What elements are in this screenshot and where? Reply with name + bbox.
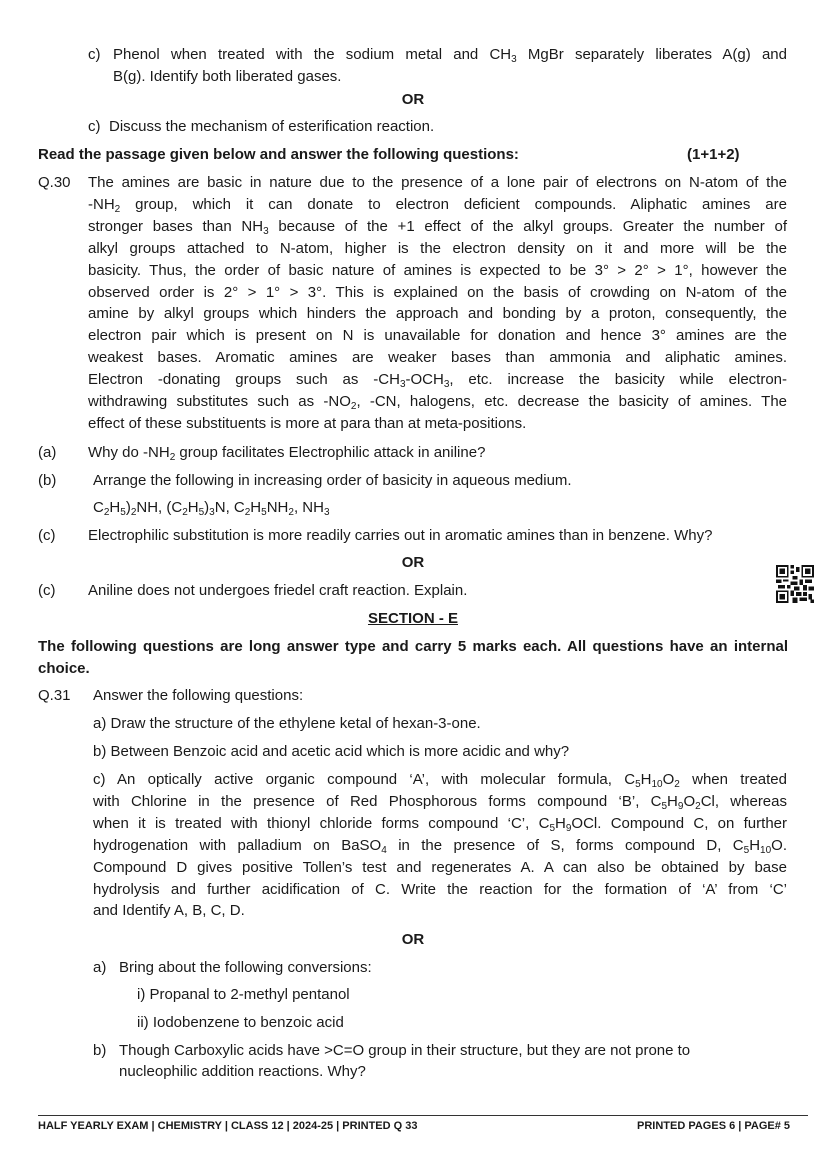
or-separator: OR xyxy=(401,931,425,948)
q30-c-label: (c) xyxy=(38,527,56,544)
passage-line: $-NH_2$ group, which it can donate to electron deficient compounds. Aliphatic amines are xyxy=(88,195,787,215)
passage-line: basicity. Thus, the order of basic nature of amines is expected to be 3° > 2° > 1°, however the xyxy=(88,261,787,279)
passage-instruction: Read the passage given below and answer the following questions: xyxy=(38,146,519,163)
passage-line: amine by alkyl groups which hinders the approach and bonding by a proton, consequently, the xyxy=(88,305,787,323)
or-separator: OR xyxy=(401,91,425,108)
q31-alt-b-line1: Though Carboxylic acids have >C=O group in their structure, but they are not prone to xyxy=(119,1042,691,1059)
footer-right: PRINTED PAGES 6 | PAGE# 5 xyxy=(637,1120,791,1132)
q30-a-label: (a) xyxy=(38,444,57,461)
q31-alt-a-text: Bring about the following conversions: xyxy=(119,959,372,976)
passage-line: and Identify A, B, C, D. xyxy=(93,902,245,920)
passage-line: alkyl groups attached to N-atom, higher is the electron density on it and more will be the xyxy=(88,239,787,257)
q31-alt-a-ii: ii) Iodobenzene to benzoic acid xyxy=(137,1014,344,1031)
passage-line: c) An optically active organic compound ‘A’, with molecular formula, $C_5H_{10}O_2$ when treated xyxy=(93,771,787,790)
passage-line: hydrogenation with palladium on BaSO$_4$ in the presence of S, forms compound D, $C_5H_{10}O$. xyxy=(93,836,787,856)
qr-code-icon xyxy=(776,565,814,603)
passage-line: Compound D gives positive Tollen’s test and regenerates A. A can also be obtained by base xyxy=(93,858,787,876)
passage-line: stronger bases than $NH_3$ because of the +1 effect of the alkyl groups. Greater the number of xyxy=(88,217,787,237)
q29-c-line2: B(g). Identify both liberated gases. xyxy=(113,68,342,85)
passage-line: The amines are basic in nature due to the presence of a lone pair of electrons on N-atom of the xyxy=(88,174,787,191)
q31-b: b) Between Benzoic acid and acetic acid which is more acidic and why? xyxy=(93,743,570,760)
question-number: Q.31 xyxy=(38,687,71,704)
q31-alt-a-label: a) xyxy=(93,959,107,976)
q31-alt-b-label: b) xyxy=(93,1042,107,1059)
q30-b-compounds: $C_2H_5)_2NH$, $(C_2H_5)_3N$, $C_2H_5NH_2$, $NH_3$ xyxy=(93,499,330,518)
q29-alt-c-text: Discuss the mechanism of esterification reaction. xyxy=(109,118,435,135)
passage-line: withdrawing substitutes such as $-NO_2$, -CN, halogens, etc. decrease the basicity of amines. The xyxy=(88,393,787,412)
passage-marks: (1+1+2) xyxy=(687,146,740,163)
section-instructions-line1: The following questions are long answer type and carry 5 marks each. All questions have an internal xyxy=(38,638,788,655)
passage-line: hydrolysis and further acidification of C. Write the reaction for the formation of ‘A’ from ‘C’ xyxy=(93,880,787,898)
passage-line: Electron -donating groups such as $-CH_3-OCH_3$, etc. increase the basicity while electron- xyxy=(88,371,787,391)
passage-line: weakest bases. Aromatic amines are weaker bases than ammonia and aliphatic amines. xyxy=(88,349,787,367)
q31-a: a) Draw the structure of the ethylene ketal of hexan-3-one. xyxy=(93,715,481,732)
or-separator: OR xyxy=(401,554,425,571)
q30-a-text: Why do $-NH_2$ group facilitates Electrophilic attack in aniline? xyxy=(88,444,486,463)
q30-c-text: Electrophilic substitution is more readily carries out in aromatic amines than in benzene. Why? xyxy=(88,527,713,544)
footer-left: HALF YEARLY EXAM | CHEMISTRY | CLASS 12 | 2024-25 | PRINTED Q 33 xyxy=(38,1120,418,1132)
q31-intro: Answer the following questions: xyxy=(93,687,304,704)
section-instructions-line2: choice. xyxy=(38,660,90,677)
passage-line: electron pair which is present on N is unavailable for donation and hence 3° amines are the xyxy=(88,327,787,345)
passage-line: when it is treated with thionyl chloride forms compound ‘C’, $C_5H_9OCl$. Compound C, on further xyxy=(93,814,787,834)
question-number: Q.30 xyxy=(38,174,71,191)
passage-line: with Chlorine in the presence of Red Phosphorous forms compound ‘B’, $C_5H_9O_2Cl$, whereas xyxy=(93,792,787,812)
passage-line: effect of these substituents is more at para than at meta-positions. xyxy=(88,414,527,432)
q29-c-line1: Phenol when treated with the sodium metal and $CH_3$ MgBr separately liberates A(g) and xyxy=(113,46,787,65)
passage-line: observed order is 2° > 1° > 3°. This is explained on the basis of crowding on N-atom of the xyxy=(88,283,787,301)
section-title: SECTION - E xyxy=(367,610,458,627)
q30-alt-c-text: Aniline does not undergoes friedel craft reaction. Explain. xyxy=(88,582,468,599)
q31-alt-b-line2: nucleophilic addition reactions. Why? xyxy=(119,1063,366,1080)
q30-b-text: Arrange the following in increasing order of basicity in aqueous medium. xyxy=(93,472,572,489)
q30-b-label: (b) xyxy=(38,472,57,489)
q31-alt-a-i: i) Propanal to 2-methyl pentanol xyxy=(137,986,350,1003)
q29-alt-c-label: c) xyxy=(88,118,101,135)
footer-divider xyxy=(38,1115,808,1116)
q29-c-label: c) xyxy=(88,46,101,63)
q30-alt-c-label: (c) xyxy=(38,582,56,599)
